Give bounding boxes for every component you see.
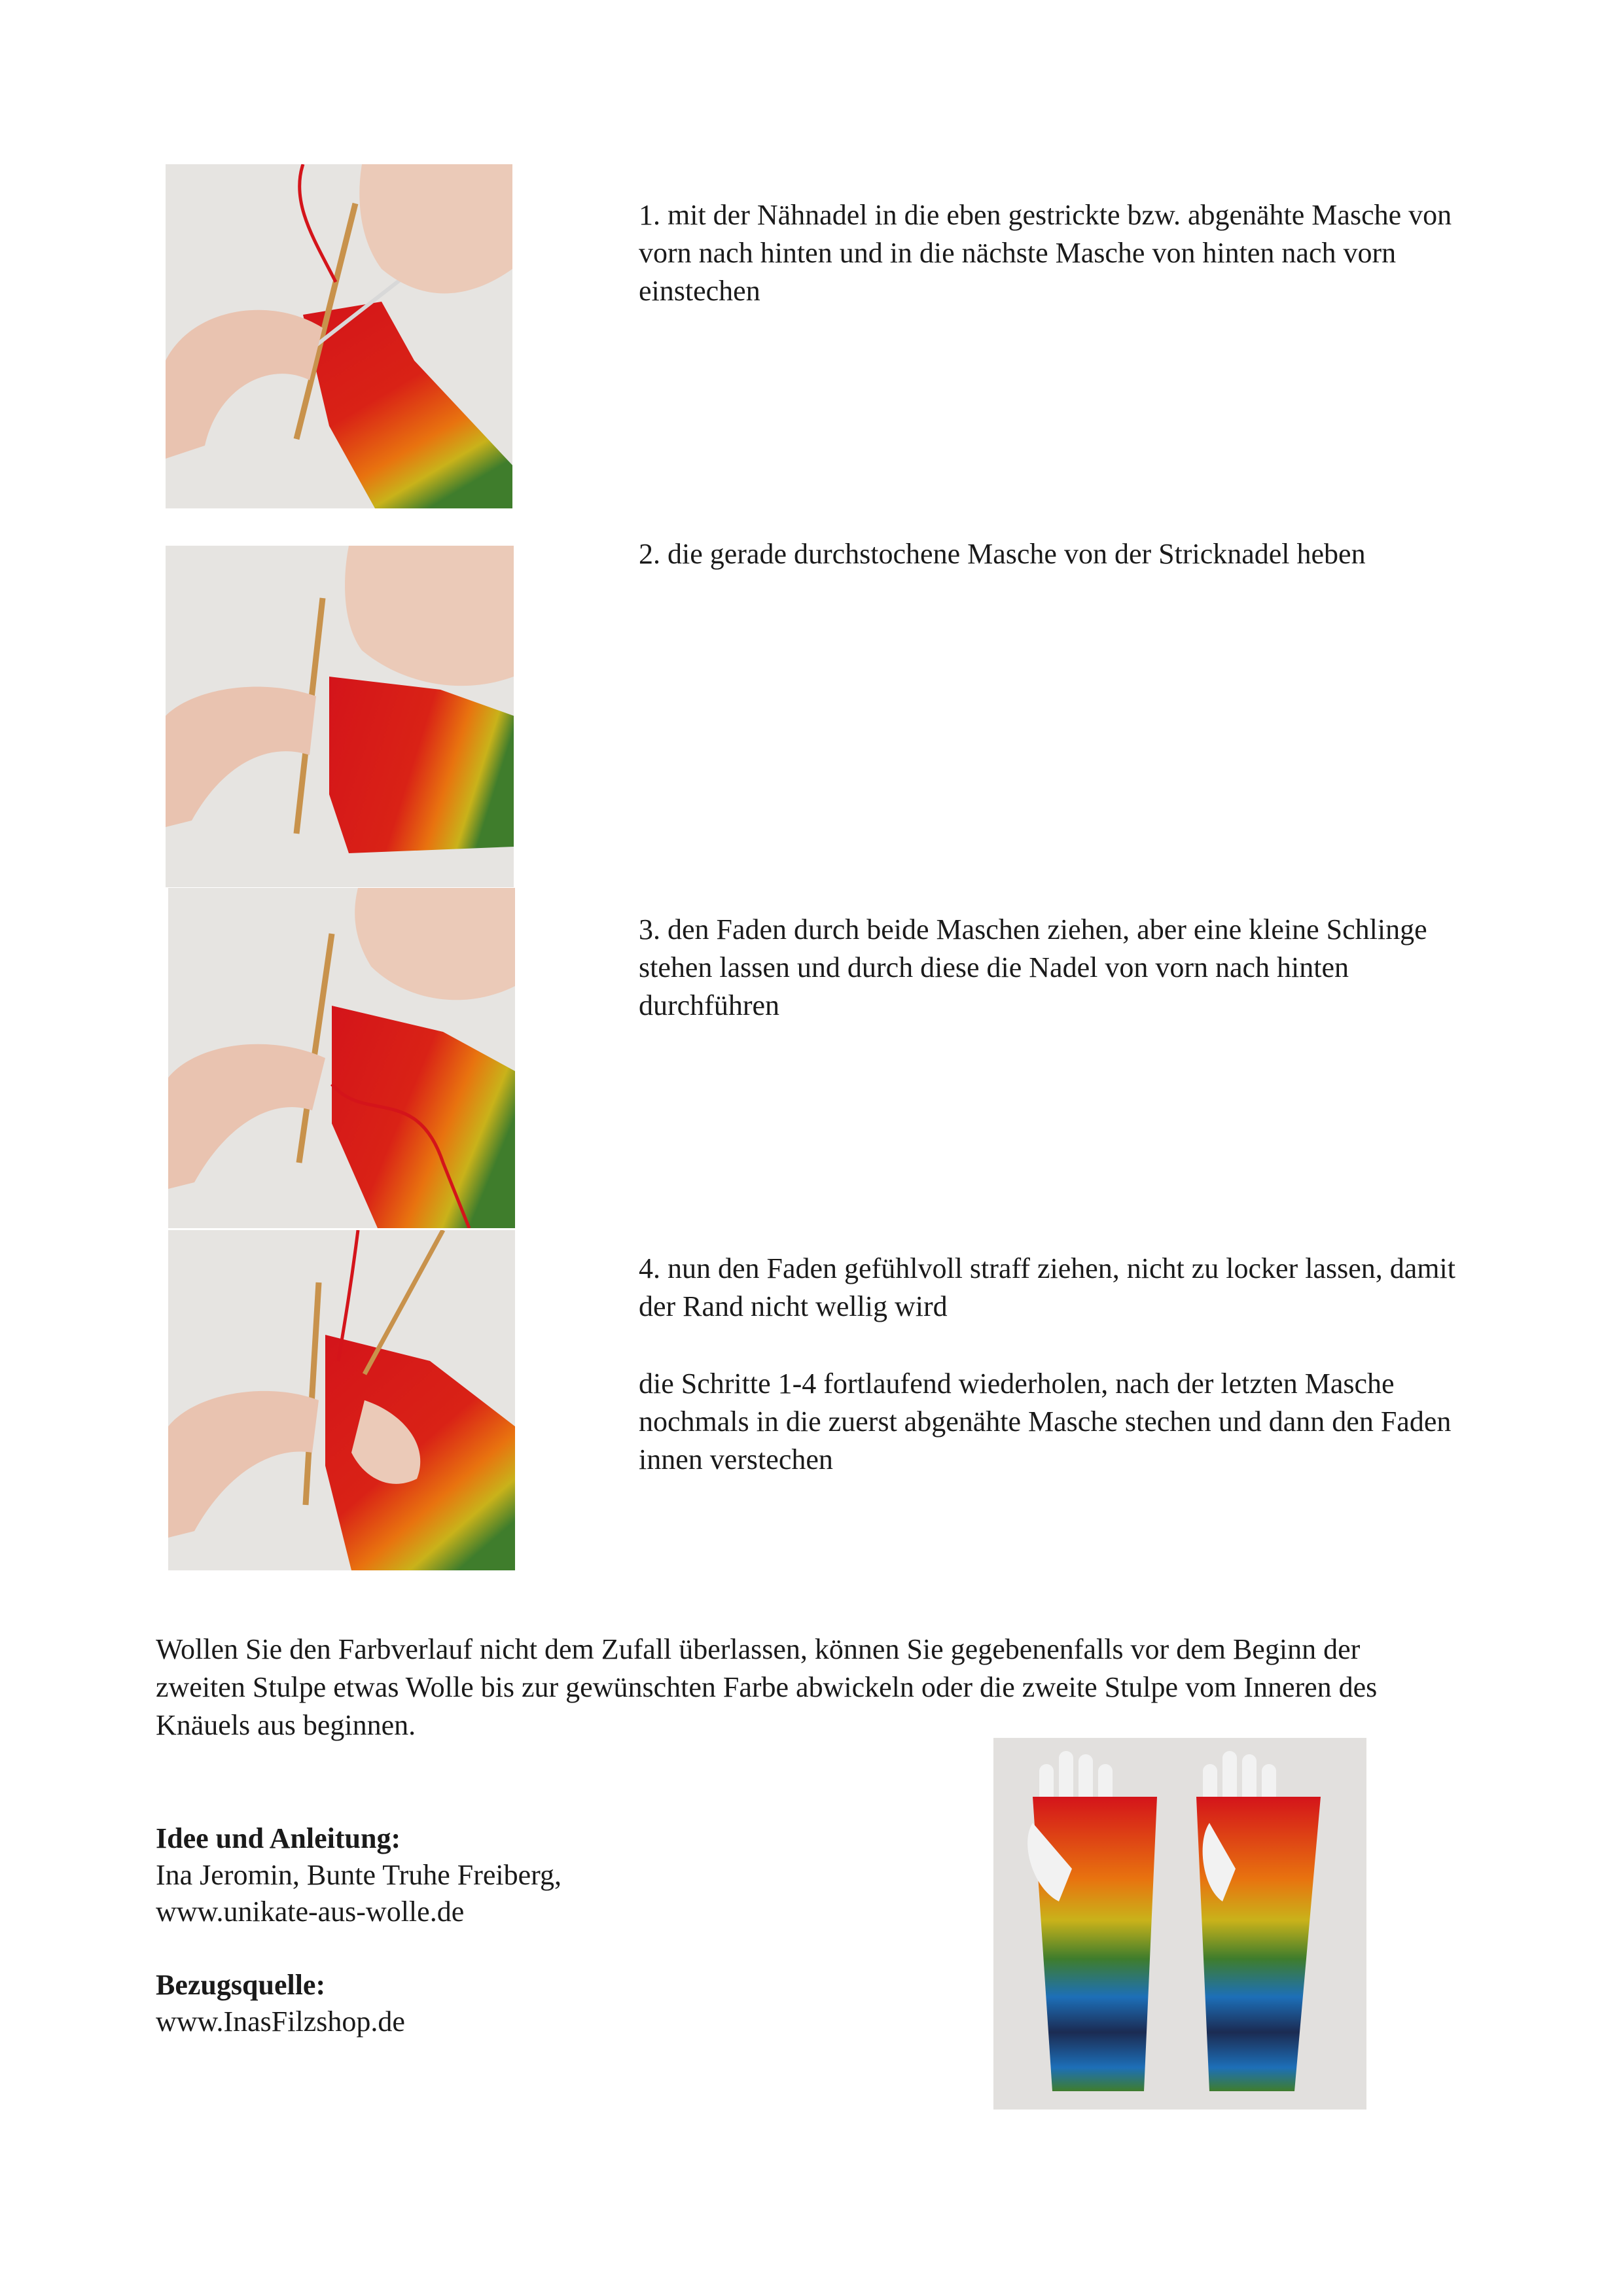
color-gradient-tip: Wollen Sie den Farbverlauf nicht dem Zufall überlassen, können Sie gegebenenfalls vor dem Beginn der zweiten Stulpe etwas Wolle bis zur gewünschten Farbe abwickeln oder die zweite Stulpe vom Inneren des Knäuels aus beginnen. (156, 1633, 1378, 1741)
repeat-instruction: die Schritte 1-4 fortlaufend wiederholen, nach der letzten Masche nochmals in die zuerst abgenähte Masche stechen und dann den Faden innen verstechen (639, 1368, 1452, 1475)
source-heading: Bezugsquelle: (156, 1969, 326, 2001)
author-url: www.unikate-aus-wolle.de (156, 1896, 465, 1928)
step-4-text: 4. nun den Faden gefühlvoll straff ziehen, nicht zu locker lassen, damit der Rand nicht wellig wird (639, 1252, 1455, 1322)
source-url: www.InasFilzshop.de (156, 2005, 405, 2038)
finished-mitts-photo (993, 1738, 1366, 2110)
step-1-text: 1. mit der Nähnadel in die eben gestrickte bzw. abgenähte Masche von vorn nach hinten und in die nächste Masche von hinten nach vorn einstechen (639, 199, 1452, 307)
step-3-photo (168, 888, 515, 1228)
credits-source (156, 1967, 405, 2040)
author-name: Ina Jeromin, Bunte Truhe Freiberg, (156, 1859, 562, 1891)
credits-idea (156, 1820, 562, 1930)
idea-heading: Idee und Anleitung: (156, 1822, 401, 1854)
step-2-text: 2. die gerade durchstochene Masche von der Stricknadel heben (639, 538, 1366, 570)
step-1-photo (166, 164, 512, 508)
step-2-photo (166, 546, 514, 887)
step-4-photo (168, 1230, 515, 1570)
step-3-text: 3. den Faden durch beide Maschen ziehen, aber eine kleine Schlinge stehen lassen und durch diese die Nadel von vorn nach hinten durchführen (639, 913, 1427, 1021)
